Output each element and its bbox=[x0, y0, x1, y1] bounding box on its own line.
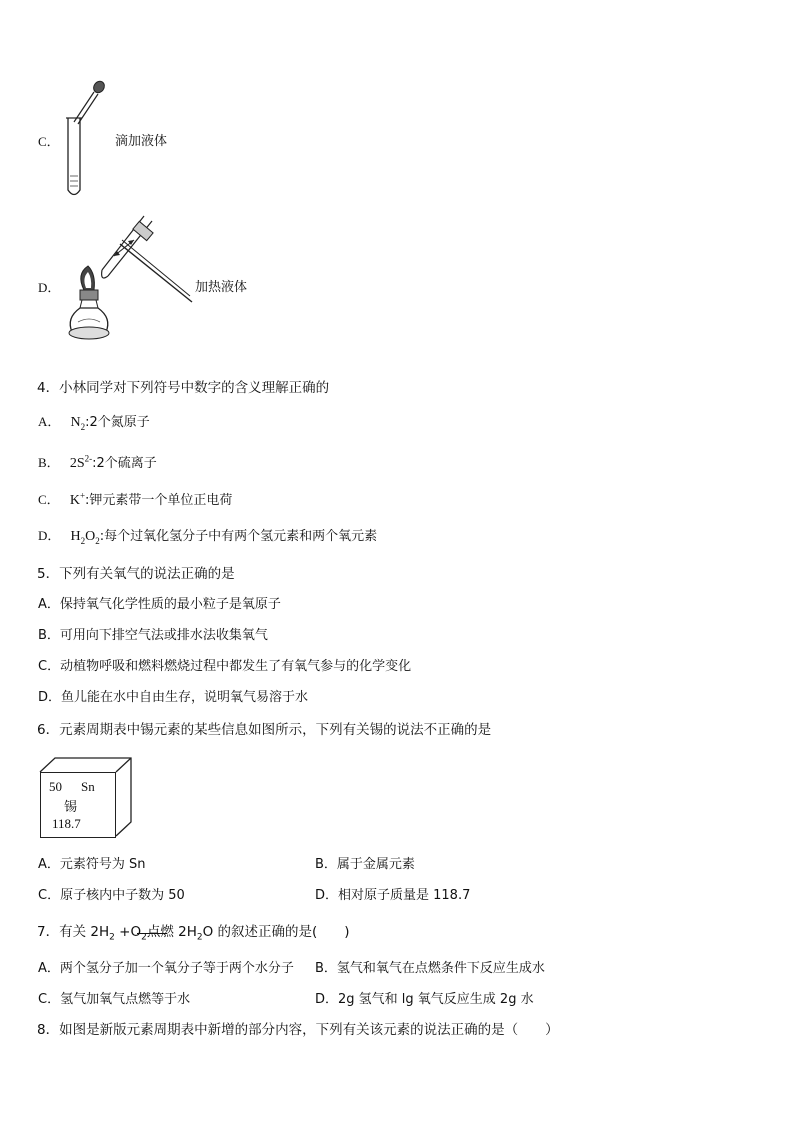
q4-c-letter: C． bbox=[38, 492, 60, 507]
q5-option-c: C．动植物呼吸和燃料燃烧过程中都发生了有氧气参与的化学变化 bbox=[38, 659, 412, 674]
q4-b-letter: B． bbox=[38, 455, 60, 470]
q5-stem: 5．下列有关氧气的说法正确的是 bbox=[37, 566, 235, 582]
q6-stem: 6．元素周期表中锡元素的某些信息如图所示，下列有关锡的说法不正确的是 bbox=[37, 722, 492, 738]
q4-b-symbol: 2S bbox=[69, 456, 85, 471]
q3-option-d-letter: D． bbox=[38, 280, 61, 295]
q4-d-letter: D． bbox=[38, 528, 61, 543]
q6-option-b: B．属于金属元素 bbox=[315, 857, 415, 872]
q6-option-c: C．原子核内中子数为 50 bbox=[38, 888, 185, 903]
q7-suffix: O 的叙述正确的是( ) bbox=[202, 924, 350, 940]
q4-d-subscript-2: 2 bbox=[95, 535, 100, 546]
q6-option-d: D．相对原子质量是 118.7 bbox=[315, 888, 471, 903]
q4-stem: 4．小林同学对下列符号中数字的含义理解正确的 bbox=[37, 380, 330, 396]
dropper-test-tube-figure bbox=[58, 78, 114, 203]
q7-prefix: 7．有关 2H bbox=[37, 924, 110, 940]
q7-after: 2H bbox=[173, 924, 197, 940]
q7-sub-3: 2 bbox=[196, 932, 203, 943]
q7-mid: +O bbox=[114, 924, 142, 940]
equation-arrow-line bbox=[137, 933, 167, 934]
q4-b-superscript: 2- bbox=[84, 453, 93, 464]
q4-d-text: :每个过氧化氢分子中有两个氢元素和两个氧元素 bbox=[99, 529, 378, 544]
element-mass: 118.7 bbox=[52, 816, 81, 831]
q8-stem: 8．如图是新版元素周期表中新增的部分内容，下列有关该元素的说法正确的是（ ） bbox=[37, 1022, 559, 1038]
q5-option-a: A．保持氧气化学性质的最小粒子是氧原子 bbox=[38, 597, 281, 612]
q4-a-subscript: 2 bbox=[80, 421, 86, 432]
q4-option-b bbox=[38, 452, 157, 472]
q7-option-b: B．氢气和氧气在点燃条件下反应生成水 bbox=[315, 961, 545, 976]
q4-option-d bbox=[38, 525, 377, 546]
element-card bbox=[40, 772, 116, 838]
q4-a-text: :2个氮原子 bbox=[85, 415, 150, 430]
element-name: 锡 bbox=[64, 800, 78, 815]
q3-option-c-caption: 滴加液体 bbox=[115, 134, 168, 149]
q7-option-d: D．2g 氢气和 lg 氧气反应生成 2g 水 bbox=[315, 992, 534, 1007]
q7-sub-2: 2 bbox=[141, 932, 147, 943]
q4-option-a bbox=[38, 411, 150, 432]
element-number: 50 bbox=[49, 779, 62, 794]
q4-option-c bbox=[38, 489, 232, 509]
q4-a-letter: A． bbox=[38, 414, 61, 429]
q7-stem bbox=[37, 920, 350, 943]
q6-option-a: A．元素符号为 Sn bbox=[38, 857, 146, 872]
q4-d-subscript-1: 2 bbox=[80, 535, 86, 546]
q5-option-d: D．鱼儿能在水中自由生存，说明氧气易溶于水 bbox=[38, 690, 309, 705]
q7-option-c: C．氢气加氧气点燃等于水 bbox=[38, 992, 191, 1007]
q3-option-c-letter: C． bbox=[38, 134, 60, 149]
q4-d-symbol-o: O bbox=[85, 529, 96, 544]
q4-a-symbol: N bbox=[70, 415, 81, 430]
q5-option-b: B．可用向下排空气法或排水法收集氧气 bbox=[38, 628, 268, 643]
q7-condition: 点燃 bbox=[146, 924, 174, 940]
q7-sub-1: 2 bbox=[109, 932, 115, 943]
q4-c-symbol: K bbox=[69, 493, 80, 508]
q4-c-text: :钾元素带一个单位正电荷 bbox=[85, 493, 233, 508]
q4-c-superscript: + bbox=[79, 490, 86, 501]
heating-liquid-figure bbox=[62, 212, 194, 352]
element-symbol: Sn bbox=[81, 779, 95, 794]
q4-d-symbol-h: H bbox=[70, 529, 81, 544]
q7-option-a: A．两个氢分子加一个氧分子等于两个水分子 bbox=[38, 961, 294, 976]
q3-option-d-caption: 加热液体 bbox=[195, 280, 248, 295]
q4-b-text: :2个硫离子 bbox=[92, 456, 157, 471]
